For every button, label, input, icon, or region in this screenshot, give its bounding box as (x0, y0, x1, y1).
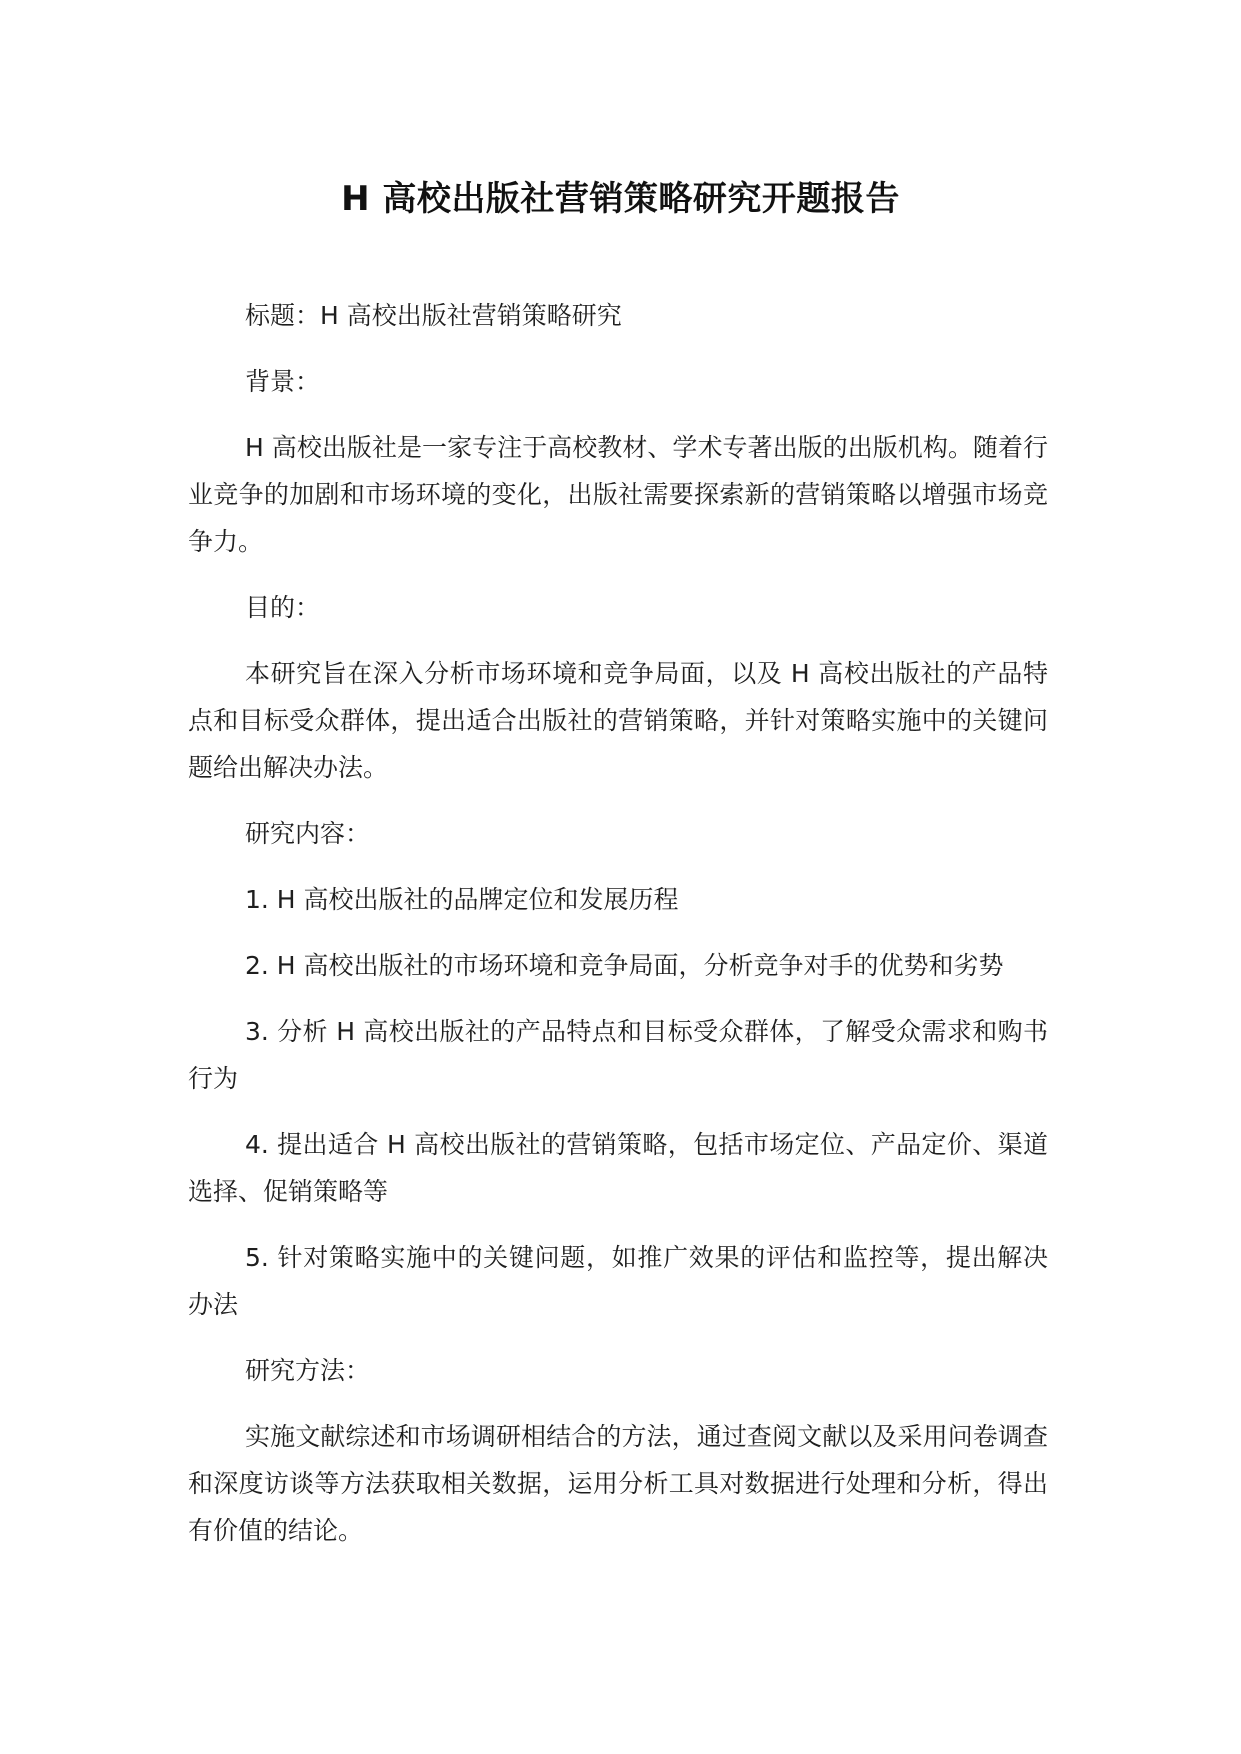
paragraph-research-method: 实施文献综述和市场调研相结合的方法，通过查阅文献以及采用问卷调查和深度访谈等方法获取相关数据，运用分析工具对数据进行处理和分析，得出有价值的结论。 (188, 1422, 1048, 1545)
heading-research-method: 研究方法： (245, 1356, 371, 1385)
list-item-5: 5. 针对策略实施中的关键问题，如推广效果的评估和监控等，提出解决办法 (188, 1243, 1048, 1319)
list-item-1: 1. H 高校出版社的品牌定位和发展历程 (245, 885, 679, 914)
paragraph-title-line: 标题：H 高校出版社营销策略研究 (245, 301, 622, 330)
document-body (188, 292, 1048, 1573)
list-item-3: 3. 分析 H 高校出版社的产品特点和目标受众群体，了解受众需求和购书行为 (188, 1017, 1048, 1093)
heading-purpose: 目的： (245, 593, 321, 622)
list-item-4: 4. 提出适合 H 高校出版社的营销策略，包括市场定位、产品定价、渠道选择、促销策略等 (188, 1130, 1048, 1206)
heading-research-content: 研究内容： (245, 819, 371, 848)
list-item-2: 2. H 高校出版社的市场环境和竞争局面，分析竞争对手的优势和劣势 (245, 951, 1004, 980)
document-title: H 高校出版社营销策略研究开题报告 (341, 179, 900, 219)
paragraph-background: H 高校出版社是一家专注于高校教材、学术专著出版的出版机构。随着行业竞争的加剧和市场环境的变化，出版社需要探索新的营销策略以增强市场竞争力。 (188, 433, 1048, 556)
paragraph-purpose: 本研究旨在深入分析市场环境和竞争局面，以及 H 高校出版社的产品特点和目标受众群体，提出适合出版社的营销策略，并针对策略实施中的关键问题给出解决办法。 (188, 659, 1048, 782)
heading-background: 背景： (245, 367, 321, 396)
